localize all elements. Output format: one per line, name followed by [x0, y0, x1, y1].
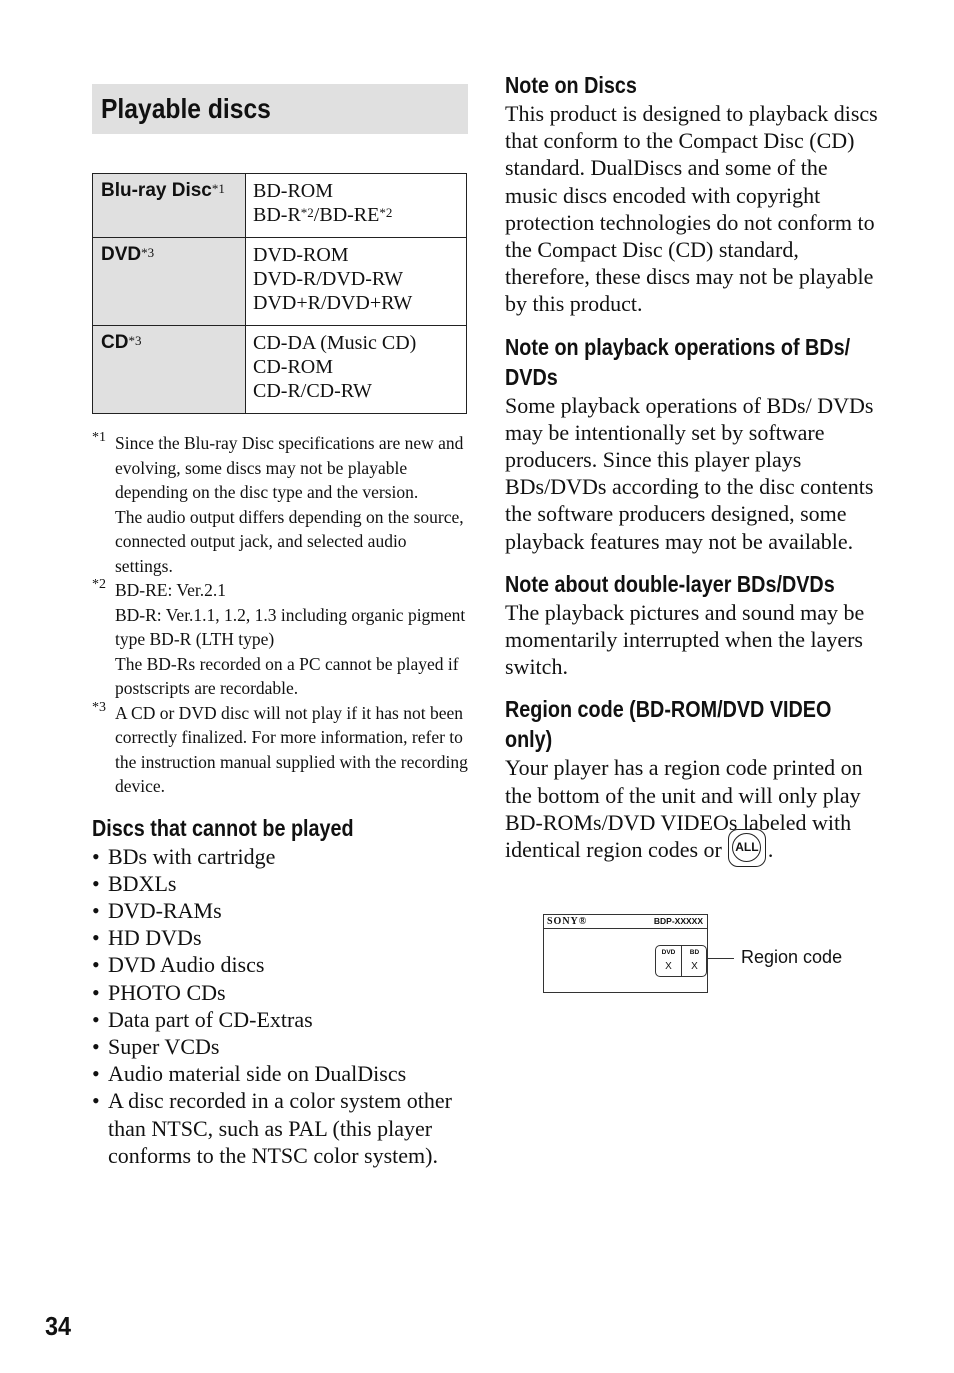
note-playback-section: [505, 332, 880, 555]
region-section: [505, 694, 880, 867]
cannot-play-list: [92, 843, 468, 1169]
list-item: • HD DVDs: [92, 924, 468, 951]
sony-logo: SONY®: [547, 916, 588, 927]
footnote: *2 BD-RE: Ver.2.1 BD-R: Ver.1.1, 1.2, 1.3 including organic pigment type BD-R (LTH type) The BD-Rs recorded on a PC cannot be played if postscripts are recordable.: [92, 577, 466, 698]
list-item: • A disc recorded in a color system other than NTSC, such as PAL (this player conforms to the NTSC color system).: [92, 1087, 468, 1169]
table-row: [93, 238, 467, 326]
footnotes: [92, 431, 468, 799]
list-item: • DVD Audio discs: [92, 951, 468, 978]
disc-formats-cell: BD-ROM $BD-R^{*2}/BD-RE^{*2}$: [246, 174, 467, 238]
section-title: Playable discs: [92, 84, 468, 134]
disc-type-cell: CD$^{*3}$: [93, 326, 246, 414]
disc-type-cell: DVD$^{*3}$: [93, 238, 246, 326]
callout-line: [708, 958, 734, 959]
double-layer-heading: Note about double-layer BDs/DVDs: [505, 570, 835, 597]
all-region-icon: ALL: [728, 829, 766, 867]
right-column: [505, 70, 880, 881]
footnote: *3 A CD or DVD disc will not play if it has not been correctly finalized. For more information, refer to the instruction manual supplied with the recording device.: [92, 699, 468, 796]
footnote: *1 Since the Blu-ray Disc specifications are new and evolving, some discs may not be playable depending on the disc type and the version. The audio output differs depending on the source, connected output jack, and selected audio settings.: [92, 430, 464, 576]
model-number: BDP-XXXXX: [653, 916, 703, 926]
double-layer-body: The playback pictures and sound may be momentarily interrupted when the layers switch.: [505, 599, 865, 680]
region-code-box: [655, 945, 707, 977]
playable-discs-table: [92, 173, 467, 414]
list-item: • Data part of CD-Extras: [92, 1006, 468, 1033]
table-row: [93, 326, 467, 414]
cannot-play-section: [92, 813, 468, 1169]
region-body: Your player has a region code printed on the bottom of the unit and will only play BD-ROMs/DVD VIDEOs labeled with identical region codes or ALL .: [505, 754, 880, 867]
note-playback-heading: Note on playback operations of BDs/ DVDs: [505, 333, 851, 390]
list-item: • BDXLs: [92, 870, 468, 897]
list-item: • PHOTO CDs: [92, 979, 468, 1006]
list-item: • DVD-RAMs: [92, 897, 468, 924]
list-item: • Super VCDs: [92, 1033, 468, 1060]
region-heading: Region code (BD-ROM/DVD VIDEO only): [505, 696, 832, 753]
disc-formats-cell: CD-DA (Music CD) CD-ROM CD-R/CD-RW: [246, 326, 467, 414]
region-cell-dvd: DVD X: [661, 949, 676, 972]
page-number: 34: [45, 1311, 72, 1341]
note-discs-heading: Note on Discs: [505, 72, 637, 98]
note-playback-body: Some playback operations of BDs/ DVDs may be intentionally set by software producers. Since this player plays BDs/DVDs according to the disc contents the software producers designed, some playback features may not be available.: [505, 392, 874, 554]
double-layer-section: [505, 569, 880, 681]
left-column: [92, 84, 468, 1169]
region-code-callout: Region code: [741, 947, 843, 967]
note-discs-section: [505, 70, 880, 318]
note-discs-body: This product is designed to playback discs that conform to the Compact Disc (CD) standard. DualDiscs and some of the music discs encoded with copyright protection technologies do not conform to the Compact Disc (CD) standard, therefore, these discs may not be playable by this product.: [505, 101, 878, 317]
region-cell-bd: BD X: [689, 949, 700, 972]
unit-label-illustration: [543, 914, 708, 993]
disc-formats-cell: DVD-ROM DVD-R/DVD-RW DVD+R/DVD+RW: [246, 238, 467, 326]
cannot-play-heading: Discs that cannot be played: [92, 814, 354, 841]
list-item: • Audio material side on DualDiscs: [92, 1060, 468, 1087]
table-row: [93, 174, 467, 238]
list-item: • BDs with cartridge: [92, 843, 468, 870]
disc-type-cell: Blu-ray Disc$^{*1}$: [93, 174, 246, 238]
